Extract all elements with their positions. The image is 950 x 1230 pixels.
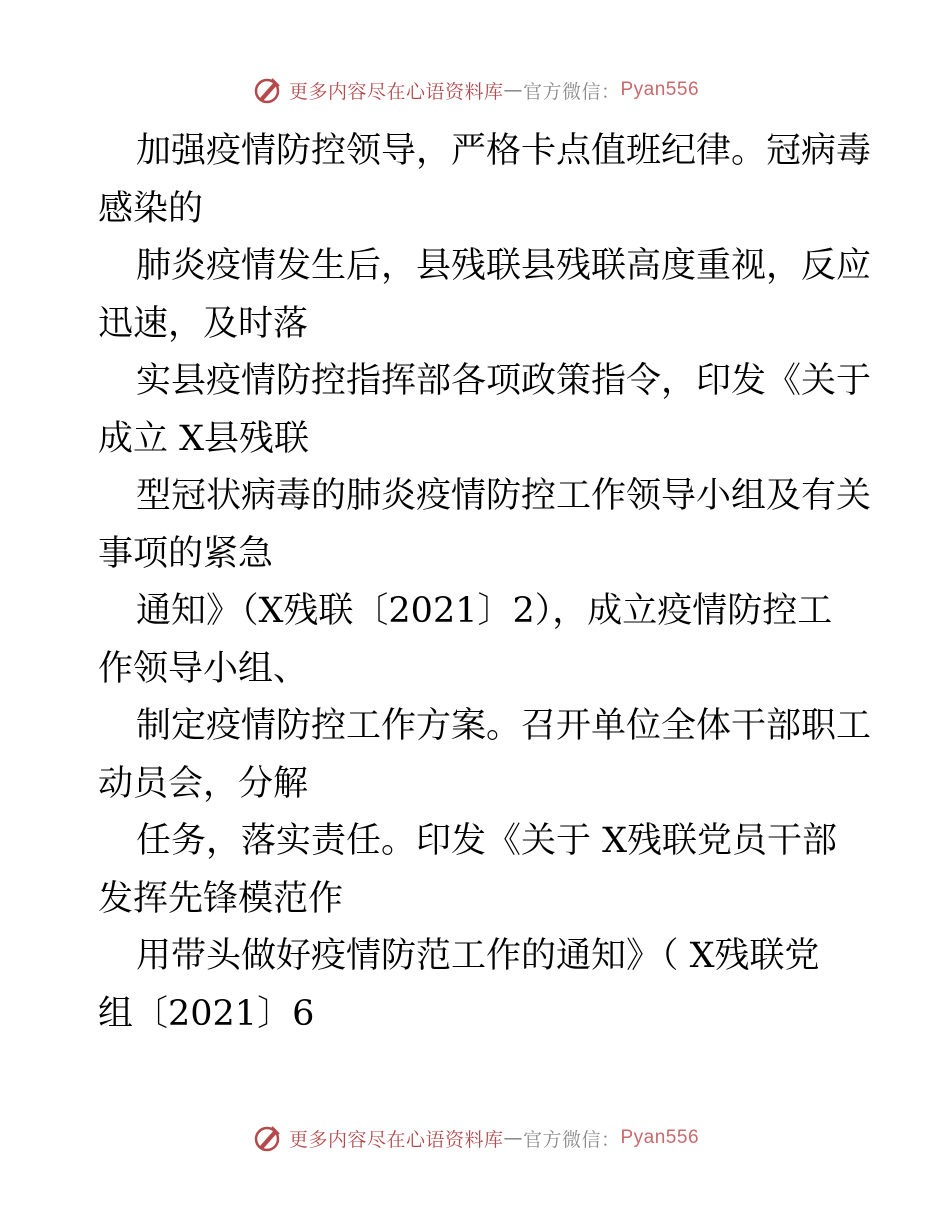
paragraph-1 (98, 123, 872, 238)
paragraph-line: 用带头做好疫情防范工作的通知》（ X残联党 (136, 936, 820, 976)
paragraph-line: 加强疫情防控领导，严格卡点值班纪律。冠病毒 (136, 131, 872, 171)
paragraph-line: 感染的 (98, 188, 204, 229)
paragraph-3 (98, 353, 872, 468)
paragraph-line: 动员会，分解 (98, 763, 309, 804)
paragraph-line: 组〔2021〕6 (98, 993, 315, 1034)
paragraph-line: 制定疫情防控工作方案。召开单位全体干部职工 (136, 706, 872, 746)
paragraph-line: 通知》（X残联〔2021〕2），成立疫情防控工 (136, 591, 833, 631)
banner-separator: — (503, 1127, 523, 1149)
paragraph-line: 迅速，及时落 (98, 303, 309, 344)
brush-seal-logo-icon (251, 74, 283, 106)
banner-site-text: 更多内容尽在心语资料库 (288, 1128, 504, 1151)
paragraph-7 (98, 813, 858, 928)
paragraph-line: 发挥先锋模范作 (98, 878, 344, 919)
document-body (98, 123, 872, 1043)
paragraph-line: 型冠状病毒的肺炎疫情防控工作领导小组及有关 (136, 476, 872, 516)
paragraph-line: 实县疫情防控指挥部各项政策指令，印发《关于 (136, 361, 872, 401)
banner-wechat-id: Pyan556 (620, 1127, 700, 1148)
banner-wechat-label: 官方微信： (522, 80, 621, 103)
paragraph-line: 作领导小组、 (98, 648, 309, 689)
paragraph-line: 事项的紧急 (98, 533, 274, 574)
banner-wechat-id: Pyan556 (620, 79, 700, 100)
brush-seal-logo-icon (251, 1122, 283, 1154)
paragraph-line: 任务，落实责任。印发《关于 X残联党员干部 (136, 821, 838, 861)
header-banner (0, 70, 950, 110)
banner-wechat-label: 官方微信： (522, 1128, 621, 1151)
paragraph-2 (98, 238, 872, 353)
paragraph-5 (98, 583, 858, 698)
paragraph-line: 成立 X县残联 (98, 418, 310, 459)
paragraph-6 (98, 698, 872, 813)
paragraph-4 (98, 468, 872, 583)
banner-site-text: 更多内容尽在心语资料库 (288, 80, 504, 103)
paragraph-8 (98, 928, 858, 1043)
banner-separator: — (503, 79, 523, 101)
paragraph-line: 肺炎疫情发生后，县残联县残联高度重视，反应 (136, 246, 872, 286)
footer-banner (0, 1118, 950, 1158)
